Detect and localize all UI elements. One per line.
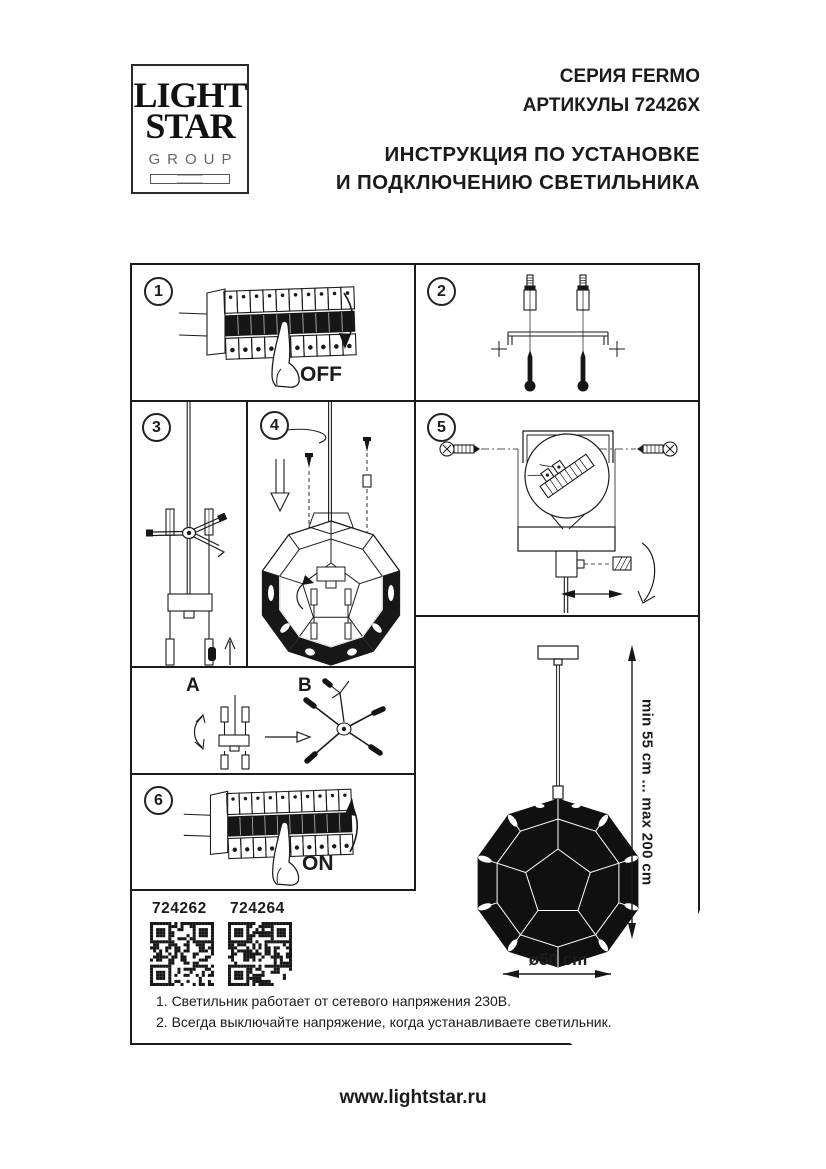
step-number: 3 xyxy=(142,413,171,442)
header-series-block xyxy=(523,62,700,120)
breaker-on-illustration xyxy=(132,774,415,889)
article-range: АРТИКУЛЫ 72426X xyxy=(522,95,700,116)
hardware-illustration xyxy=(415,265,702,401)
arm-spread-illustration xyxy=(132,667,415,774)
step-2-panel xyxy=(415,265,702,401)
step-5-panel xyxy=(415,401,702,616)
flag-green xyxy=(151,175,177,183)
note-line-2: 2. Всегда выключайте напряжение, когда устанавливаете светильник. xyxy=(156,1013,612,1030)
lamp-dimensions-panel xyxy=(415,616,702,1047)
step-1-panel xyxy=(132,265,415,401)
breaker-off-illustration xyxy=(132,265,415,401)
step-number: 2 xyxy=(427,277,456,306)
safety-notes xyxy=(156,991,636,1032)
step-number: 4 xyxy=(260,411,289,440)
document-title xyxy=(336,141,700,197)
logo-group: GROUP xyxy=(148,151,239,168)
series-name: СЕРИЯ FERMO xyxy=(559,66,700,87)
qr-code-right xyxy=(228,922,292,986)
pendant-lamp-illustration xyxy=(415,616,702,1047)
logo-star: STAR xyxy=(145,106,235,146)
diameter-label: ø50 cm xyxy=(528,950,588,969)
flag-red xyxy=(203,175,229,183)
position-a-label: A xyxy=(186,675,200,696)
step-number: 5 xyxy=(427,413,456,442)
website-url: www.lightstar.ru xyxy=(339,1087,487,1108)
canopy-mounting-illustration xyxy=(415,401,702,616)
step-ab-panel xyxy=(132,667,415,774)
step-4-panel xyxy=(247,401,415,667)
lightstar-logo xyxy=(131,64,249,194)
title-line-2: И ПОДКЛЮЧЕНИЮ СВЕТИЛЬНИКА xyxy=(335,171,700,194)
article-number-left: 724262 xyxy=(152,900,207,917)
spider-assembly-illustration xyxy=(132,401,247,667)
step-number: 1 xyxy=(144,277,173,306)
step-3-panel xyxy=(132,401,247,667)
qr-code-left xyxy=(150,922,214,986)
note-line-1: 1. Светильник работает от сетевого напряжения 230В. xyxy=(156,993,512,1009)
flag-white xyxy=(177,175,203,183)
sphere-assembly-illustration xyxy=(247,401,415,667)
off-label: OFF xyxy=(300,363,342,386)
position-b-label: B xyxy=(298,675,312,696)
step-6-panel xyxy=(132,774,415,889)
instruction-diagram xyxy=(130,263,700,1045)
logo-light: LIGHT xyxy=(133,75,247,115)
step-number: 6 xyxy=(144,786,173,815)
article-number-right: 724264 xyxy=(230,900,285,917)
on-label: ON xyxy=(302,852,334,875)
height-range-label: min 55 cm ... max 200 cm xyxy=(638,698,656,886)
italian-flag-icon xyxy=(150,174,230,184)
title-line-1: ИНСТРУКЦИЯ ПО УСТАНОВКЕ xyxy=(384,143,700,166)
